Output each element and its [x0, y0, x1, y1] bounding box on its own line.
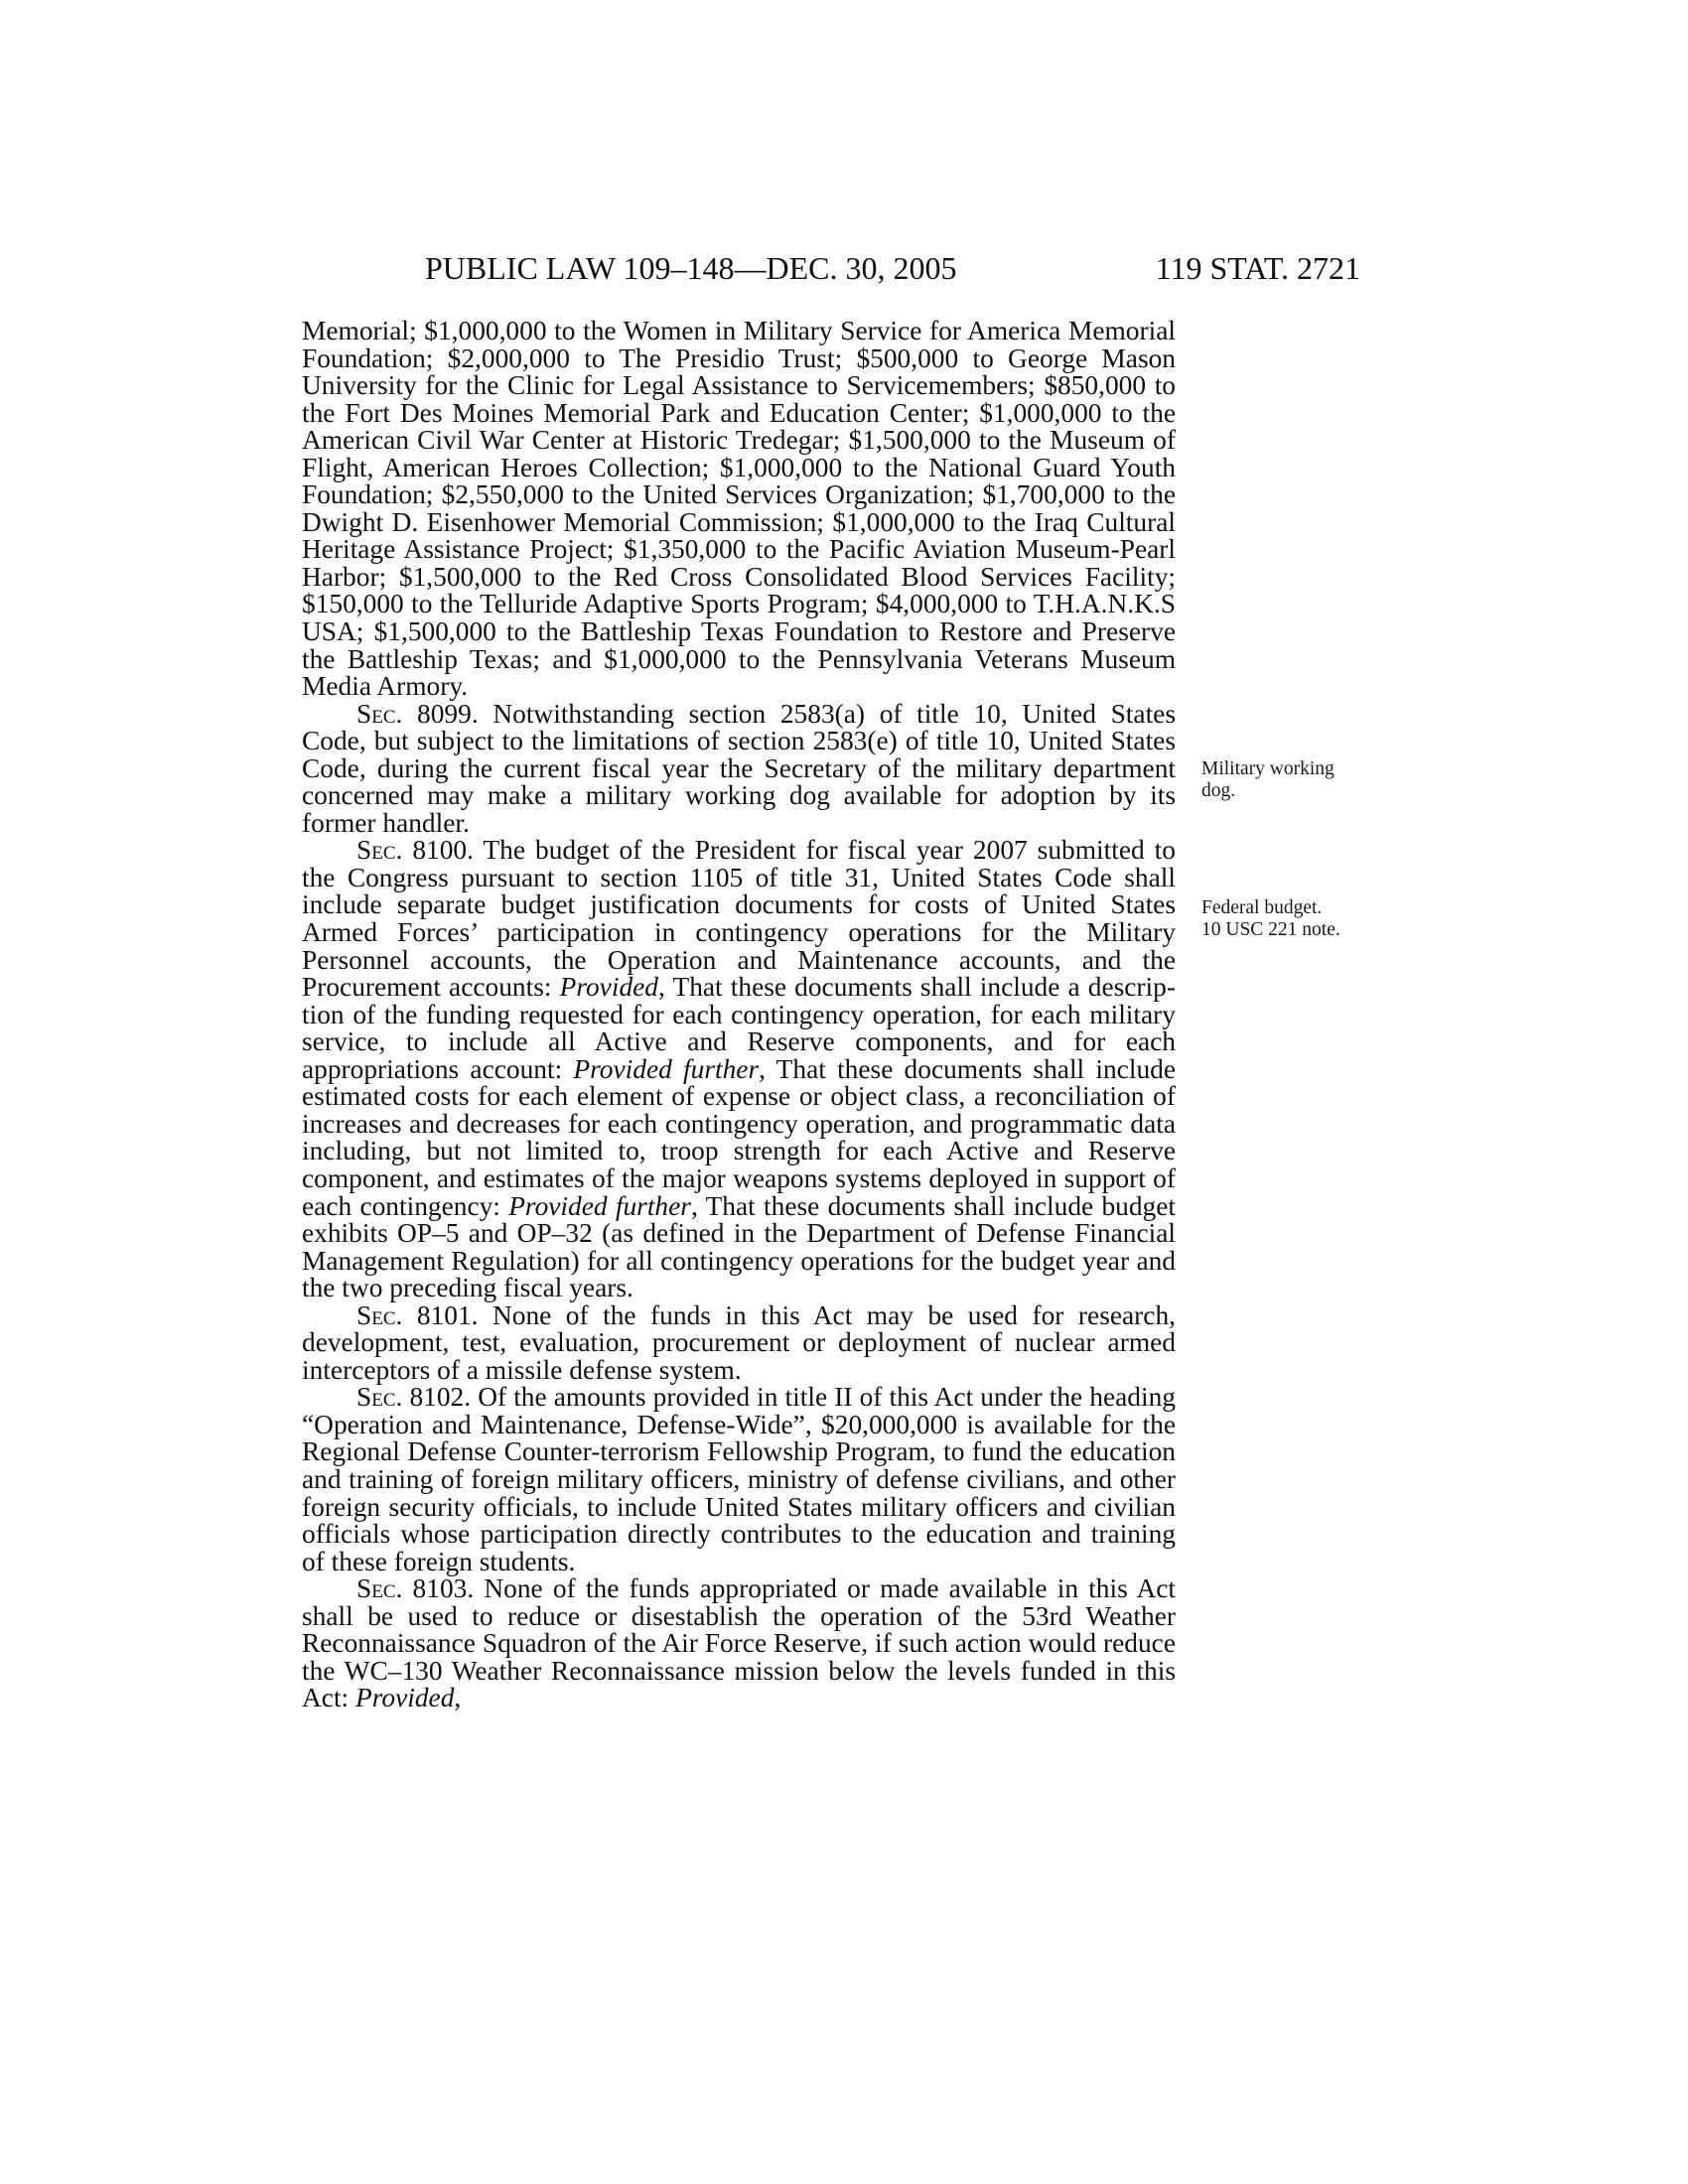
section-8102 [302, 1384, 1176, 1575]
section-text: None of the funds in this Act may be used for research, development, test, evaluation, procurement or deployment of nuclear armed interceptors of a missile defense system. [302, 1299, 1176, 1385]
section-text: , That these documents shall include estimated costs for each element of expense or object class, a reconciliation of increases and decreases for each contingency operation, and programmatic data including, but not limited to, troop strength for each Active and Reserve component, and estimates of the major weapons systems deployed in support of each contingency: [302, 1053, 1176, 1221]
margin-note-line: dog. [1201, 780, 1236, 801]
proviso-italic: Provided [355, 1683, 455, 1713]
section-text: None of the funds appropriated or made available in this Act shall be used to reduce or disestablish the operation of the 53rd Weather Reconnaissance Squadron of the Air Force Reserve, if such action would reduce the WC–130 Weather Reconnaissance mission below the levels funded in this Act: [302, 1573, 1176, 1713]
running-head [298, 248, 1360, 288]
section-label: Sec. [356, 835, 403, 866]
proviso-italic: Provided further [573, 1053, 760, 1084]
section-text: Notwithstanding section 2583(a) of title 10, United States Code, but subject to the limitations of section 2583(e) of title 10, United States Code, during the current fiscal year the Secretary of the military department concerned may make a military working dog available for adoption by its former handler. [302, 698, 1176, 838]
section-number: 8100. [402, 835, 484, 866]
section-text: , [454, 1683, 462, 1713]
section-8101 [302, 1299, 1176, 1385]
margin-note-military-working-dog [1201, 758, 1390, 802]
body-text [302, 318, 1176, 1712]
section-number: 8099. [402, 698, 493, 729]
section-text: The budget of the President for fiscal year 2007 submitted to the Congress pursuant to section 1105 of title 31, United States Code shall include separate budget justification documents for costs of United States Armed Forces’ participation in contingency operations for the Military Personnel accounts, the Operation and Maintenance accounts, and the Procurement accounts: [302, 835, 1176, 1003]
section-label: Sec. [356, 698, 403, 729]
margin-note-line: 10 USC 221 note. [1201, 919, 1340, 940]
paragraph-continued [302, 318, 1176, 701]
proviso-italic: Provided [559, 972, 658, 1003]
margin-note-federal-budget [1201, 897, 1390, 941]
section-label: Sec. [356, 1299, 403, 1330]
page-number: 119 STAT. 2721 [1155, 250, 1360, 286]
margin-note-line: Federal budget. [1201, 897, 1323, 918]
proviso-italic: Provided further [508, 1190, 691, 1221]
section-text: , That these documents shall include budget exhibits OP–5 and OP–32 (as defined in the Department of Defense Financial Management Regulation) for all contingency operations for the budget year and the two preceding fiscal years. [302, 1190, 1176, 1303]
paragraph-continued-text: Memorial; $1,000,000 to the Women in Military Service for America Memorial Foundation; $2,000,000 to The Presidio Trust; $500,000 to George Mason University for the Clinic for Legal Assistance to Servicemembers; $850,000 to the Fort Des Moines Memorial Park and Education Center; $1,000,000 to the American Civil War Center at Historic Tredegar; $1,500,000 to the Museum of Flight, American Heroes Collection; $1,000,000 to the National Guard Youth Foundation; $2,550,000 to the United Services Organization; $1,700,000 to the Dwight D. Eisenhower Memorial Commission; $1,000,000 to the Iraq Cultural Heritage Assistance Project; $1,350,000 to the Pacific Aviation Museum-Pearl Harbor; $1,500,000 to the Red Cross Consolidated Blood Services Facility; $150,000 to the Telluride Adaptive Sports Program; $4,000,000 to T.H.A.N.K.S USA; $1,500,000 to the Battleship Texas Foundation to Restore and Preserve the Battleship Texas; and $1,000,000 to the Pennsylvania Veterans Museum Media Armory. [302, 316, 1176, 702]
section-label: Sec. [356, 1382, 403, 1413]
section-8103 [302, 1575, 1176, 1712]
section-number: 8103. [402, 1573, 485, 1604]
margin-note-line: Military working [1201, 758, 1335, 779]
section-number: 8101. [402, 1299, 492, 1330]
section-8099 [302, 698, 1176, 838]
section-8100 [302, 837, 1176, 1301]
section-text: , That these documents shall include a description of the funding requested for each contingency operation, for each military service, to include all Active and Reserve components, and for each appropriations account: [302, 972, 1176, 1084]
section-label: Sec. [356, 1573, 403, 1604]
section-number: 8102. [402, 1382, 479, 1413]
running-head-title: PUBLIC LAW 109–148—DEC. 30, 2005 [425, 250, 957, 286]
section-text: Of the amounts provided in title II of this Act under the heading “Operation and Maintenance, Defense-Wide”, $20,000,000 is available for the Regional Defense Counter-terrorism Fellowship Program, to fund the education and training of foreign military officers, ministry of defense civilians, and other foreign security officials, to include United States military officers and civilian officials whose participation directly contributes to the education and training of these foreign students. [302, 1382, 1177, 1576]
